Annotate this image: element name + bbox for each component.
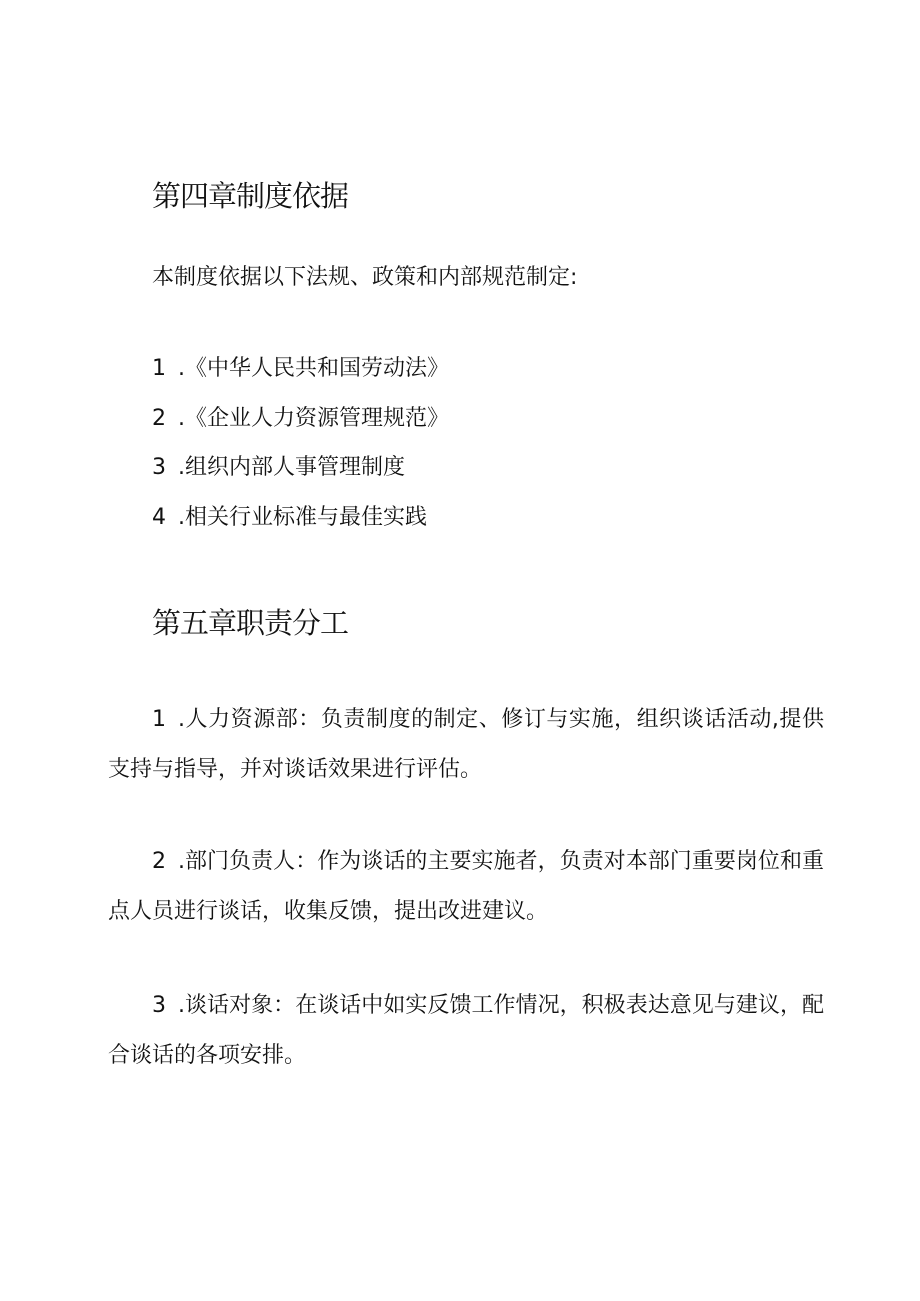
duty-paragraph bbox=[108, 981, 824, 1081]
list-item bbox=[152, 402, 449, 452]
list-item-text: .《中华人民共和国劳动法》 bbox=[178, 356, 449, 381]
duty-number: 2 bbox=[152, 849, 166, 874]
chapter-4-intro: 本制度依据以下法规、政策和内部规范制定: bbox=[152, 265, 578, 290]
list-item-number: 1 bbox=[152, 356, 166, 381]
list-item-number: 2 bbox=[152, 405, 166, 431]
duty-number: 3 bbox=[152, 993, 166, 1018]
duty-paragraph bbox=[108, 695, 824, 795]
list-item-text: .相关行业标准与最佳实践 bbox=[178, 504, 427, 530]
list-item-text: .组织内部人事管理制度 bbox=[178, 455, 405, 480]
duty-text: .部门负责人：作为谈话的主要实施者，负责对本部门重要岗位和重点人员进行谈话，收集反馈，提出改进建议。 bbox=[108, 849, 824, 924]
list-item bbox=[152, 451, 449, 501]
chapter-5-heading: 第五章职责分工 bbox=[152, 606, 349, 640]
duty-text: .谈话对象：在谈话中如实反馈工作情况，积极表达意见与建议，配合谈话的各项安排。 bbox=[108, 993, 824, 1068]
chapter-4-heading: 第四章制度依据 bbox=[152, 179, 349, 213]
list-item-number: 4 bbox=[152, 504, 166, 530]
list-item bbox=[152, 501, 449, 551]
duty-number: 1 bbox=[152, 707, 166, 732]
duty-paragraph bbox=[108, 837, 824, 937]
list-item-text: .《企业人力资源管理规范》 bbox=[178, 405, 449, 431]
list-item bbox=[152, 352, 449, 402]
duty-text: .人力资源部：负责制度的制定、修订与实施，组织谈话活动,提供支持与指导，并对谈话效果进行评估。 bbox=[108, 707, 824, 782]
list-item-number: 3 bbox=[152, 455, 166, 480]
basis-list bbox=[152, 352, 449, 550]
